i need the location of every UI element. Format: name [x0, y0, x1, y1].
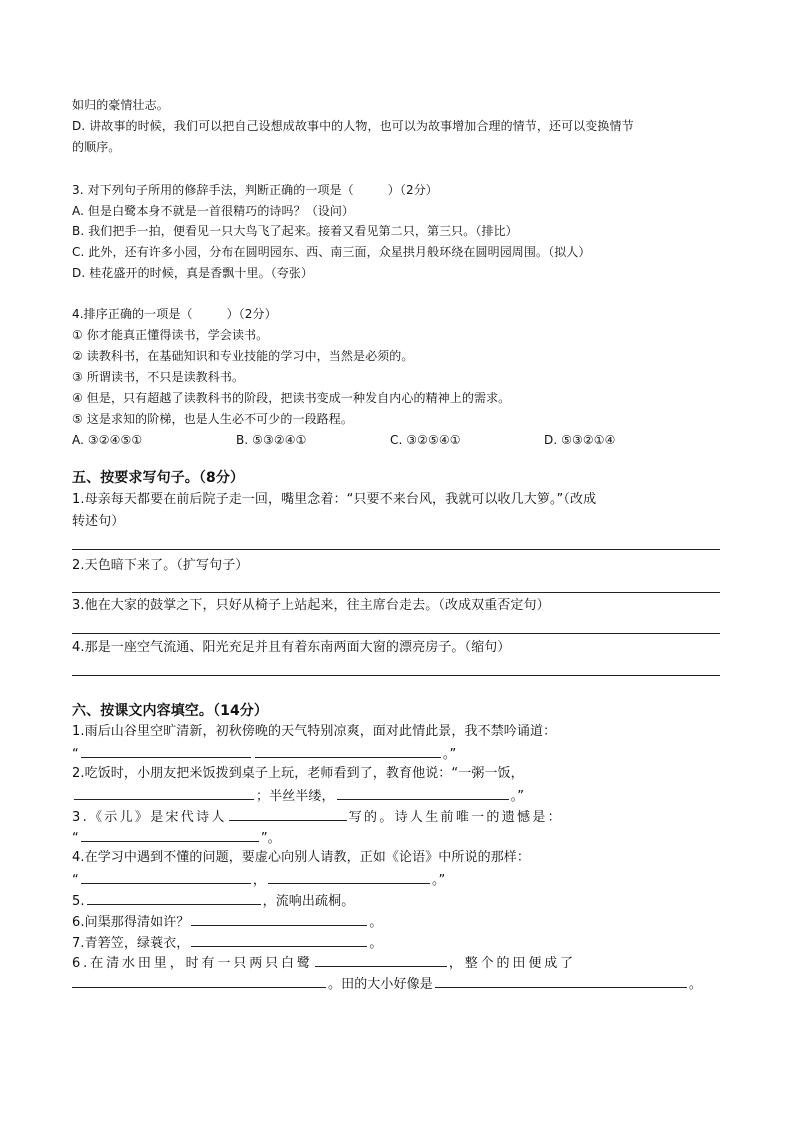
s6-q4-blank-1[interactable]: [81, 869, 251, 884]
q4-item-3: ③ 所谓读书，不只是读教科书。: [72, 370, 245, 384]
s6-q1-open-quote: “: [72, 747, 79, 762]
s6-q3-part-a: 3.《示儿》是宋代诗人: [72, 810, 227, 825]
q3-option-d: D. 桂花盛开的时候，真是香飘十里。（夸张）: [72, 266, 314, 280]
q4-item-1: ① 你才能真正懂得读书，学会读书。: [72, 328, 269, 342]
s6-q2-end: 。”: [510, 789, 525, 804]
s6-q2-blank-2[interactable]: [337, 785, 509, 800]
q3-option-b: B. 我们把手一拍，便看见一只大鸟飞了起来。接着又看见第二只，第三只。（排比）: [72, 224, 518, 238]
s6-q8-line1: [72, 952, 722, 974]
s6-q2-mid: ；半丝半缕，: [256, 789, 335, 804]
s6-q2-line1: 2.吃饭时，小朋友把米饭拨到桌子上玩，老师看到了，教育他说：“一粥一饭，: [72, 766, 524, 781]
s6-q1-close-quote: 。”: [442, 747, 457, 762]
s5-q3-answer-line[interactable]: [72, 633, 720, 634]
q3-stem-text: 3. 对下列句子所用的修辞手法，判断正确的一项是（: [72, 183, 354, 197]
s5-q3: 3.他在大家的鼓掌之下，只好从椅子上站起来，往主席台走去。（改成双重否定句）: [72, 598, 550, 613]
s6-q3-line1: [72, 806, 722, 828]
s5-q1-line1: 1.母亲每天都要在前后院子走一回，嘴里念着：“只要不来台风，我就可以收几大箩。”（改成: [72, 492, 597, 507]
s6-q8-blank-2[interactable]: [72, 973, 326, 988]
q4-stem-end: ）（2分）: [226, 307, 277, 321]
s6-q7: [72, 932, 722, 954]
s6-q4-open-quote: “: [72, 873, 79, 888]
s5-q4: 4.那是一座空气流通、阳光充足并且有着东南两面大窗的漂亮房子。（缩句）: [72, 640, 511, 655]
q4-stem: [72, 305, 722, 323]
section-5-title: 五、按要求写句子。（8分）: [72, 470, 245, 486]
s6-q1-blank-2[interactable]: [255, 743, 441, 758]
s6-q4-comma: ，: [252, 873, 266, 888]
s6-q5-blank[interactable]: [87, 890, 261, 905]
s6-q1-blank-1[interactable]: [81, 743, 251, 758]
s6-q2-blank-1[interactable]: [74, 785, 254, 800]
q4-item-2: ② 读教科书，在基础知识和专业技能的学习中，当然是必须的。: [72, 349, 414, 363]
s5-q1-answer-line[interactable]: [72, 549, 720, 550]
s6-q8-part-a: 6.在清水田里，时有一只两只白鹭: [72, 956, 313, 971]
s6-q7-blank[interactable]: [191, 932, 367, 947]
s5-q4-answer-line[interactable]: [72, 675, 720, 676]
s6-q3-blank-regret[interactable]: [81, 827, 259, 842]
s6-q8-part-c: 。田的大小好像是: [328, 977, 433, 992]
s6-q2-line2: [72, 785, 722, 807]
s6-q4-close-quote: 。”: [431, 873, 446, 888]
q4-option-c[interactable]: C. ③②⑤④①: [390, 433, 461, 447]
s6-q3-open-quote: “: [72, 831, 79, 846]
q4-options: [72, 431, 722, 449]
q4-option-d[interactable]: D. ⑤③②①④: [544, 433, 616, 447]
q3-stem: [72, 181, 722, 199]
q4-item-5: ⑤ 这是求知的阶梯，也是人生必不可少的一段路程。: [72, 412, 353, 426]
s6-q8-part-b: ，整个的田便成了: [448, 956, 577, 971]
s6-q3-part-b: 写的。诗人生前唯一的遗憾是：: [348, 810, 563, 825]
option-d-line2: 的顺序。: [72, 140, 121, 154]
q4-option-b[interactable]: B. ⑤③②④①: [236, 433, 307, 447]
s6-q8-blank-1[interactable]: [315, 952, 447, 967]
s6-q5: [72, 890, 722, 912]
prev-option-tail: 如归的豪情壮志。: [72, 98, 169, 112]
q3-stem-end: ）（2分）: [387, 183, 438, 197]
q4-option-a[interactable]: A. ③②④⑤①: [72, 433, 143, 447]
s6-q6-end: 。: [369, 915, 383, 930]
s6-q1-line2: [72, 743, 722, 765]
s6-q6: [72, 911, 722, 933]
s6-q4-line1: 4.在学习中遇到不懂的问题，要虚心向别人请教，正如《论语》中所说的那样：: [72, 850, 531, 865]
q4-item-4: ④ 但是，只有超越了读教科书的阶段，把读书变成一种发自内心的精神上的需求。: [72, 391, 511, 405]
s6-q4-blank-2[interactable]: [268, 869, 430, 884]
q3-option-c: C. 此外，还有许多小园，分布在圆明园东、西、南三面，众星拱月般环绕在圆明园周围。（拟人）: [72, 245, 591, 259]
s6-q7-text: 7.青箬笠，绿蓑衣，: [72, 936, 190, 951]
q4-stem-text: 4.排序正确的一项是（: [72, 307, 193, 321]
s6-q6-blank[interactable]: [191, 911, 367, 926]
s6-q3-blank-poet[interactable]: [229, 806, 347, 821]
s6-q6-text: 6.问渠那得清如许？: [72, 915, 190, 930]
s6-q7-end: 。: [369, 936, 383, 951]
section-6-title: 六、按课文内容填空。（14分）: [72, 703, 268, 719]
s5-q1-line2: 转述句）: [72, 514, 125, 529]
s5-q2-answer-line[interactable]: [72, 592, 720, 593]
option-d-line1: D. 讲故事的时候，我们可以把自己设想成故事中的人物，也可以为故事增加合理的情节，还可以变换情节: [72, 119, 634, 133]
s6-q5-text: ，流响出疏桐。: [262, 894, 355, 909]
s6-q8-blank-3[interactable]: [435, 973, 687, 988]
s6-q5-num: 5.: [72, 894, 85, 909]
s6-q4-line2: [72, 869, 722, 891]
s6-q8-line2: [72, 973, 722, 995]
s5-q2: 2.天色暗下来了。（扩写句子）: [72, 558, 249, 573]
q3-option-a: A. 但是白鹭本身不就是一首很精巧的诗吗？（设问）: [72, 204, 355, 218]
s6-q1-line1: 1.雨后山谷里空旷清新，初秋傍晚的天气特别凉爽，面对此情此景，我不禁吟诵道：: [72, 724, 557, 739]
s6-q8-end: 。: [688, 977, 702, 992]
s6-q3-close-quote: ”。: [260, 831, 281, 846]
s6-q3-line2: [72, 827, 722, 849]
